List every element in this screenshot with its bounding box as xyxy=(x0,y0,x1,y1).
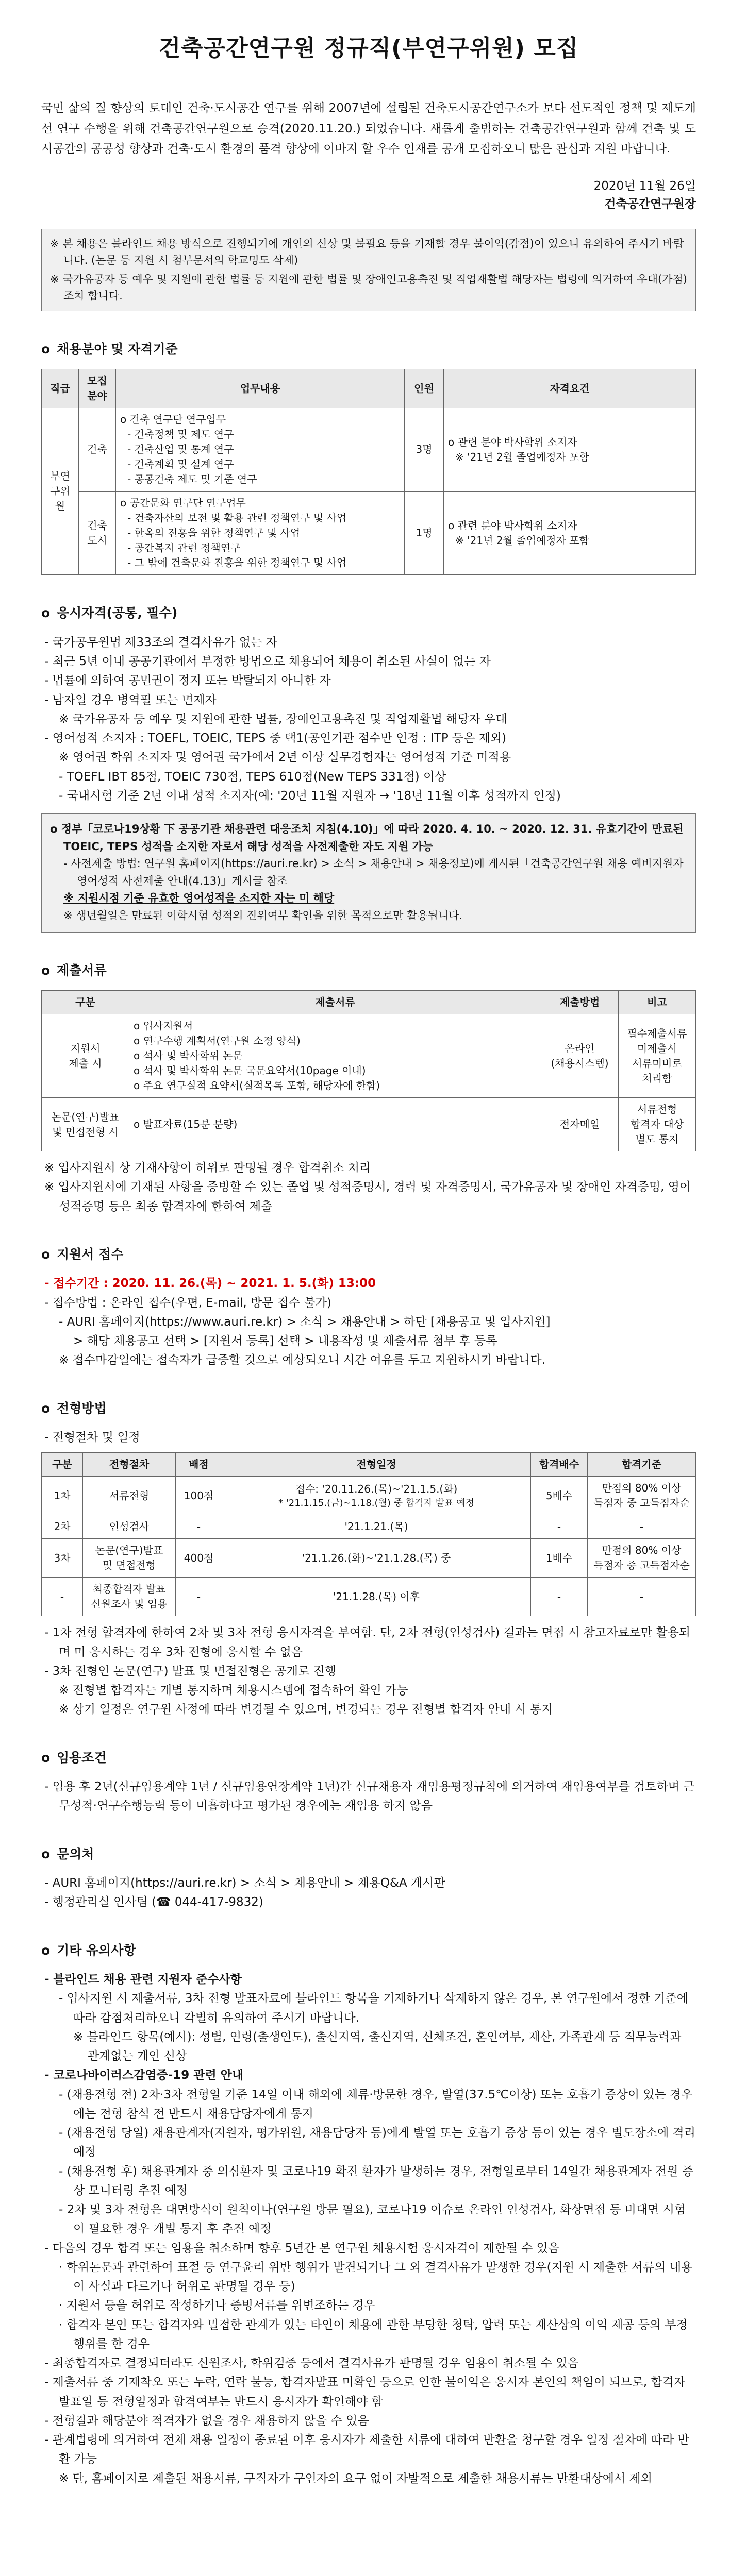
section-title: 전형방법 xyxy=(57,1400,107,1416)
list-item: - 3차 전형인 논문(연구) 발표 및 면접전형은 공개로 진행 xyxy=(44,1664,336,1678)
box-line: ※ 지원시점 기준 유효한 영어성적을 소지한 자는 미 해당 xyxy=(63,892,335,905)
list-item: - 국가공무원법 제33조의 결격사유가 없는 자 xyxy=(44,635,277,649)
table-row xyxy=(42,408,696,492)
list-item: ※ 단, 홈페이지로 제출된 채용서류, 구직자가 구인자의 요구 없이 자발적으로 제출한 채용서류는 반환대상에서 제외 xyxy=(59,2471,652,2485)
remark-cell: 필수제출서류 미제출시 서류미비로 처리함 xyxy=(619,1014,696,1098)
section-qualifications xyxy=(41,603,696,932)
bullet-icon: o xyxy=(41,341,51,357)
table-header: 구분 xyxy=(42,1453,83,1477)
notice-line: ※ 본 채용은 블라인드 채용 방식으로 진행되기에 개인의 신상 및 불필요 등을 기재할 경우 불이익(감점)이 있으니 유의하여 주시기 바랍니다. (논문 등 지원 시 첨부문서의 학교명도 삭제) xyxy=(50,237,684,267)
list-item: ※ 입사지원서 상 기재사항이 허위로 판명될 경우 합격취소 처리 xyxy=(44,1161,371,1175)
field-cell: 건축 xyxy=(79,408,116,492)
notice-line: ※ 국가유공자 등 예우 및 지원에 관한 법률 등 지원에 관한 법률 및 장애인고용촉진 및 직업재활법 해당자는 법령에 의거하여 우대(가점)조치 합니다. xyxy=(50,273,687,302)
table-row: - 최종합격자 발표 신원조사 및 임용 - '21.1.28.(목) 이후 - - xyxy=(42,1578,696,1616)
table-row: 3차 논문(연구)발표 및 면접전형 400점 '21.1.26.(화)~'21.1.28.(목) 중 1배수 만점의 80% 이상 득점자 중 고득점자순 xyxy=(42,1539,696,1578)
application-note: ※ 접수마감일에는 접속자가 급증할 것으로 예상되오니 시간 여유를 두고 지원하시기 바랍니다. xyxy=(59,1353,545,1367)
duties-cell: o 공간문화 연구단 연구업무 - 건축자산의 보전 및 활용 관련 정책연구 및 사업 - 한옥의 진흥을 위한 정책연구 및 사업 - 공간복지 관련 정책연구 - 그 밖에 건축문화 진흥을 위한 정책연구 및 사업 xyxy=(116,492,405,575)
table-header: 자격요건 xyxy=(444,369,696,408)
list-item: - 전형결과 해당분야 적격자가 없을 경우 채용하지 않을 수 있음 xyxy=(44,2414,369,2428)
list-item: · 학위논문과 관련하여 표절 등 연구윤리 위반 행위가 발견되거나 그 외 결격사유가 발생한 경우(지원 시 제출한 서류의 내용이 사실과 다르거나 허위로 판명될 경우 등) xyxy=(59,2260,693,2294)
section-title: 임용조건 xyxy=(57,1750,107,1765)
bullet-icon: o xyxy=(41,962,51,978)
box-line: o 정부「코로나19상황 下 공공기관 채용관련 대응조치 지침(4.10)」에 따라 2020. 4. 10. ~ 2020. 12. 31. 유효기간이 만료된 TOEIC, TEPS 성적을 소지한 자로서 해당 성적을 사전제출한 자도 지원 가능 xyxy=(50,823,684,853)
section-title: 제출서류 xyxy=(57,962,107,978)
application-method: - 접수방법 : 온라인 접수(우편, E-mail, 방문 접수 불가) xyxy=(44,1296,331,1310)
box-line: - 사전제출 방법: 연구원 홈페이지(https://auri.re.kr) > 소식 > 채용안내 > 채용정보)에 게시된「건축공간연구원 채용 예비지원자 영어성적 사전제출 안내(4.13)」게시글 참조 xyxy=(63,857,684,887)
list-item: ※ 상기 일정은 연구원 사정에 따라 변경될 수 있으며, 변경되는 경우 전형별 합격자 안내 시 통지 xyxy=(59,1703,553,1717)
contact-phone: - 행정관리실 인사팀 (☎ 044-417-9832) xyxy=(44,1895,263,1909)
bullet-icon: o xyxy=(41,605,51,621)
items-cell: o 입사지원서 o 연구수행 계획서(연구원 소정 양식) o 석사 및 박사학위 논문 o 석사 및 박사학위 논문 국문요약서(10page 이내) o 주요 연구실적 요약서(실적목록 포함, 해당자에 한함) xyxy=(129,1014,541,1098)
kind-cell: 지원서 제출 시 xyxy=(42,1014,129,1098)
requirement-cell: o 관련 분야 박사학위 소지자 ※ '21년 2월 졸업예정자 포함 xyxy=(444,492,696,575)
list-item: - 국내시험 기준 2년 이내 성적 소지자(예: '20년 11월 지원자 → '18년 11월 이후 성적까지 인정) xyxy=(59,789,561,803)
process-table xyxy=(41,1452,696,1616)
application-path: > 해당 채용공고 선택 > [지원서 등록] 선택 > 내용작성 및 제출서류 첨부 후 등록 xyxy=(73,1334,497,1348)
list-item: ※ 영어권 학위 소지자 및 영어권 국가에서 2년 이상 실무경험자는 영어성적 기준 미적용 xyxy=(59,751,511,765)
covid-english-score-box xyxy=(41,813,696,933)
bullet-icon: o xyxy=(41,1750,51,1765)
list-item: ※ 블라인드 항목(예시): 성별, 연령(출생연도), 출신지역, 출신지역, 신체조건, 혼인여부, 재산, 가족관계 등 직무능력과 관계없는 개인 신상 xyxy=(73,2030,682,2063)
list-item: - 제출서류 중 기재착오 또는 누락, 연락 불능, 합격자발표 미확인 등으로 인한 불이익은 응시자 본인의 책임이 되므로, 합격자 발표일 등 전형일정과 합격여부는 반드시 응시자가 확인해야 함 xyxy=(44,2376,686,2409)
table-row: 1차 서류전형 100점 접수: '20.11.26.(목)~'21.1.5.(화) * '21.1.15.(금)~1.18.(월) 중 합격자 발표 예정 5배수 만점의 80% 이상 득점자 중 고득점자순 xyxy=(42,1477,696,1515)
duties-cell: o 건축 연구단 연구업무 - 건축정책 및 제도 연구 - 건축산업 및 통계 연구 - 건축계획 및 설계 연구 - 공공건축 제도 및 기준 연구 xyxy=(116,408,405,492)
qualification-list xyxy=(41,633,696,806)
field-cell: 건축 도시 xyxy=(79,492,116,575)
section-employment xyxy=(41,1748,696,1816)
section-title: 기타 유의사항 xyxy=(57,1942,136,1958)
section-application xyxy=(41,1244,696,1370)
process-notes xyxy=(41,1623,696,1719)
list-item: - 법률에 의하여 공민권이 정지 또는 박탈되지 아니한 자 xyxy=(44,674,331,688)
notice-signer: 건축공간연구원장 xyxy=(604,197,696,211)
section-etc xyxy=(41,1940,696,2488)
field-table xyxy=(41,369,696,575)
employment-condition: - 임용 후 2년(신규임용계약 1년 / 신규임용연장계약 1년)간 신규채용자 재임용평정규칙에 의거하여 재임용여부를 검토하며 근무성적·연구수행능력 등이 미흡하다고 평가된 경우에는 재임용 하지 않음 xyxy=(44,1780,695,1813)
list-item: - 다음의 경우 합격 또는 임용을 취소하며 향후 5년간 본 연구원 채용시험 응시자격이 제한될 수 있음 xyxy=(44,2241,560,2255)
notice-date: 2020년 11월 26일 xyxy=(593,179,696,193)
subheading: - 블라인드 채용 관련 지원자 준수사항 xyxy=(44,1973,242,1987)
documents-table xyxy=(41,990,696,1151)
bullet-icon: o xyxy=(41,1400,51,1416)
application-period: - 접수기간 : 2020. 11. 26.(목) ~ 2021. 1. 5.(화) 13:00 xyxy=(44,1277,376,1291)
table-header: 전형절차 xyxy=(83,1453,176,1477)
bullet-icon: o xyxy=(41,1942,51,1958)
method-cell: 온라인 (채용시스템) xyxy=(541,1014,619,1098)
items-cell: o 발표자료(15분 분량) xyxy=(129,1098,541,1151)
requirement-cell: o 관련 분야 박사학위 소지자 ※ '21년 2월 졸업예정자 포함 xyxy=(444,408,696,492)
table-header: 비고 xyxy=(619,991,696,1014)
section-title: 응시자격(공통, 필수) xyxy=(57,605,178,621)
list-item: - 남자일 경우 병역필 또는 면제자 xyxy=(44,693,217,707)
application-list xyxy=(41,1274,696,1370)
table-header: 모집분야 xyxy=(79,369,116,408)
list-item: - TOEFL IBT 85점, TOEIC 730점, TEPS 610점(New TEPS 331점) 이상 xyxy=(59,770,446,784)
section-contact xyxy=(41,1844,696,1912)
list-item: ※ 국가유공자 등 예우 및 지원에 관한 법률, 장애인고용촉진 및 직업재활법 해당자 우대 xyxy=(59,712,507,726)
list-item: - (채용전형 당일) 채용관계자(지원자, 평가위원, 채용담당자 등)에게 발열 또는 호흡기 증상 등이 있는 경우 별도장소에 격리 예정 xyxy=(59,2126,695,2159)
section-documents xyxy=(41,960,696,1216)
table-header: 배점 xyxy=(176,1453,222,1477)
etc-list xyxy=(41,1970,696,2488)
kind-cell: 논문(연구)발표 및 면접전형 시 xyxy=(42,1098,129,1151)
list-item: - 최종합격자로 결정되더라도 신원조사, 학위검증 등에서 결격사유가 판명될 경우 임용이 취소될 수 있음 xyxy=(44,2357,579,2370)
list-item: - 입사지원 시 제출서류, 3차 전형 발표자료에 블라인드 항목을 기재하거나 삭제하지 않은 경우, 본 연구원에서 정한 기준에 따라 감점처리하오니 각별히 유의하여 주시기 바랍니다. xyxy=(59,1992,688,2025)
list-item: - (채용전형 전) 2차·3차 전형일 기준 14일 이내 해외에 체류·방문한 경우, 발열(37.5℃이상) 또는 호흡기 증상이 있는 경우에는 전형 참석 전 반드시 채용담당자에게 통지 xyxy=(59,2088,693,2121)
bullet-icon: o xyxy=(41,1246,51,1262)
intro-paragraph: 국민 삶의 질 향상의 토대인 건축·도시공간 연구를 위해 2007년에 설립된 건축도시공간연구소가 보다 선도적인 정책 및 제도개선 연구 수행을 위해 건축공간연구원으로 승격(2020.11.20.) 되었습니다. 새롭게 출범하는 건축공간연구원과 함께 건축 및 도시공간의 공공성 향상과 건축·도시 환경의 품격 향상에 이바지 할 우수 인재를 공개 모집하오니 많은 관심과 지원 바랍니다. xyxy=(41,101,696,156)
table-row xyxy=(42,1098,696,1151)
list-item: · 합격자 본인 또는 합격자와 밀접한 관계가 있는 타인이 채용에 관한 부당한 청탁, 압력 또는 재산상의 이익 제공 등의 부정행위를 한 경우 xyxy=(59,2318,688,2351)
table-header: 구분 xyxy=(42,991,129,1014)
box-line: ※ 생년월일은 만료된 어학시험 성적의 진위여부 확인을 위한 목적으로만 활용됩니다. xyxy=(63,909,463,922)
list-item: · 지원서 등을 허위로 작성하거나 증빙서류를 위변조하는 경우 xyxy=(59,2299,375,2313)
bullet-icon: o xyxy=(41,1846,51,1861)
list-item: ※ 전형별 합격자는 개별 통지하며 채용시스템에 접속하여 확인 가능 xyxy=(59,1684,408,1698)
list-item: - (채용전형 후) 채용관계자 중 의심환자 및 코로나19 확진 환자가 발생하는 경우, 전형일로부터 14일간 채용관계자 전원 증상 모니터링 추진 예정 xyxy=(59,2164,694,2197)
table-header: 합격배수 xyxy=(531,1453,588,1477)
remark-cell: 서류전형 합격자 대상 별도 통지 xyxy=(619,1098,696,1151)
table-header: 업무내용 xyxy=(116,369,405,408)
list-item: - 최근 5년 이내 공공기관에서 부정한 방법으로 채용되어 채용이 취소된 사실이 없는 자 xyxy=(44,655,491,669)
table-row xyxy=(42,1014,696,1098)
table-header: 제출서류 xyxy=(129,991,541,1014)
contact-link[interactable]: - AURI 홈페이지(https://auri.re.kr) > 소식 > 채용안내 > 채용Q&A 게시판 xyxy=(44,1876,445,1890)
table-header: 합격기준 xyxy=(588,1453,696,1477)
blind-notice-box xyxy=(41,229,696,311)
list-item: - 관계법령에 의거하여 전체 채용 일정이 종료된 이후 응시자가 제출한 서류에 대하여 반환을 청구할 경우 일정 절차에 따라 반환 가능 xyxy=(44,2433,689,2466)
table-header: 직급 xyxy=(42,369,79,408)
section-title: 지원서 접수 xyxy=(57,1246,124,1262)
section-title: 채용분야 및 자격기준 xyxy=(57,341,178,357)
list-item: - 1차 전형 합격자에 한하여 2차 및 3차 전형 응시자격을 부여함. 단, 2차 전형(인성검사) 결과는 면접 시 참고자료로만 활용되며 미 응시하는 경우 3차 전형에 응시할 수 없음 xyxy=(44,1626,691,1659)
documents-notes xyxy=(41,1159,696,1216)
count-cell: 3명 xyxy=(405,408,444,492)
table-header: 전형일정 xyxy=(222,1453,531,1477)
grade-cell: 부연구위원 xyxy=(42,408,79,575)
count-cell: 1명 xyxy=(405,492,444,575)
list-item: - 영어성적 소지자 : TOEFL, TOEIC, TEPS 중 택1(공인기관 점수만 인정 : ITP 등은 제외) xyxy=(44,732,507,745)
section-process xyxy=(41,1398,696,1720)
table-header: 제출방법 xyxy=(541,991,619,1014)
method-cell: 전자메일 xyxy=(541,1098,619,1151)
application-path: - AURI 홈페이지(https://www.auri.re.kr) > 소식 > 채용안내 > 하단 [채용공고 및 입사지원] xyxy=(59,1315,551,1329)
table-header: 인원 xyxy=(405,369,444,408)
section-field-qualification xyxy=(41,339,696,575)
list-item: ※ 입사지원서에 기재된 사항을 증빙할 수 있는 졸업 및 성적증명서, 경력 및 자격증명서, 국가유공자 및 장애인 자격증명, 영어성적증명 등은 최종 합격자에 한하여 제출 xyxy=(44,1180,691,1213)
subheading: - 코로나바이러스감염증-19 관련 안내 xyxy=(44,2069,244,2082)
list-item: - 2차 및 3차 전형은 대면방식이 원칙이나(연구원 방문 필요), 코로나19 이슈로 온라인 인성검사, 화상면접 등 비대면 시험이 필요한 경우 개별 통지 후 추진 예정 xyxy=(59,2203,686,2236)
section-title: 문의처 xyxy=(57,1846,94,1861)
page-title: 건축공간연구원 정규직(부연구위원) 모집 xyxy=(158,35,579,61)
table-row: 2차 인성검사 - '21.1.21.(목) - - xyxy=(42,1515,696,1539)
process-label: - 전형절차 및 일정 xyxy=(44,1431,140,1445)
table-row xyxy=(42,492,696,575)
